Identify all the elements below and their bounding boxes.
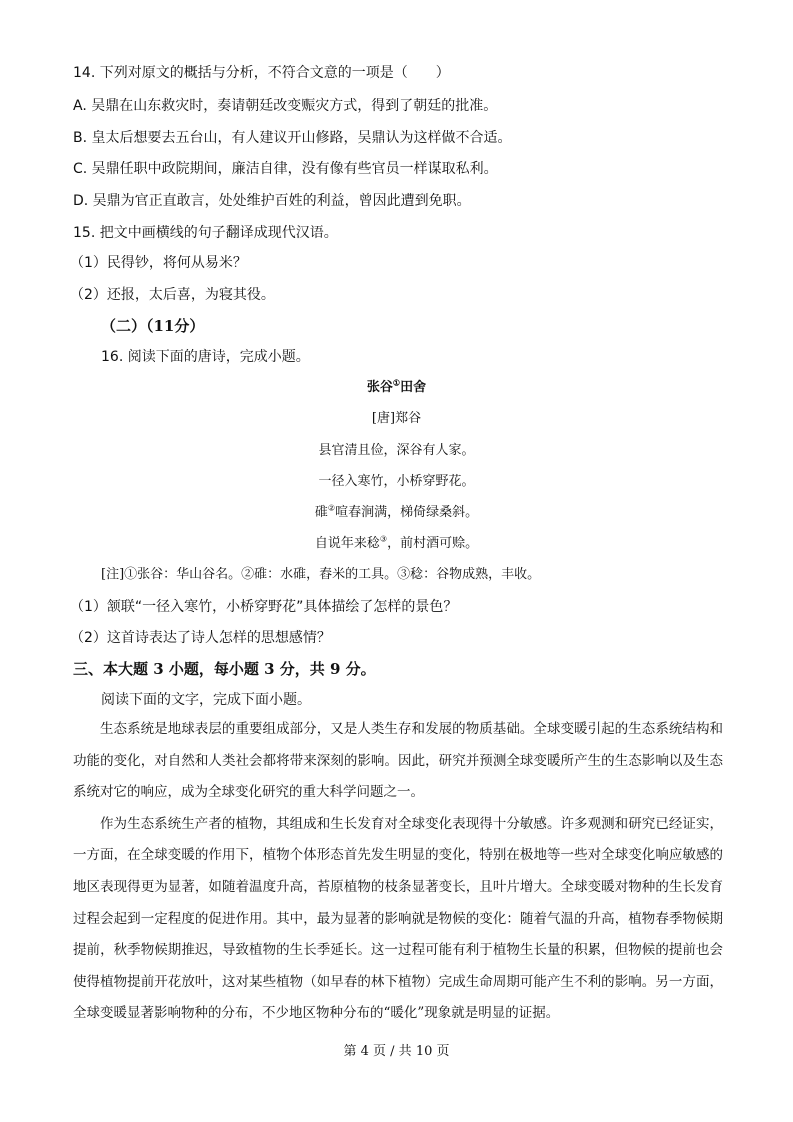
- q16-item-2: （2）这首诗表达了诗人怎样的思想感情？: [70, 630, 331, 646]
- q15-item-2: （2）还报，太后喜，为寝其役。: [70, 287, 275, 303]
- q14-option-b: B. 皇太后想要去五台山，有人建议开山修路，吴鼎认为这样做不合适。: [73, 130, 512, 146]
- q14-option-c: C. 吴鼎任职中政院期间，廉洁自律，没有像有些官员一样谋取私利。: [73, 161, 498, 177]
- page-footer: 第 4 页 / 共 10 页: [343, 1044, 450, 1059]
- poem-line-3: 碓②喧春涧满，梯倚绿桑斜。: [314, 503, 479, 520]
- passage-paragraph-1: 生态系统是地球表层的重要组成部分，又是人类生存和发展的物质基础。全球变暖引起的生态系统结构和功能的变化，对自然和人类社会都将带来深刻的影响。因此，研究并预测全球变暖所产生的生态影响以及生态系统对它的响应，成为全球变化研究的重大科学问题之一。: [73, 721, 723, 801]
- poem-line-1: 县官清且俭，深谷有人家。: [318, 443, 475, 458]
- poem-line-4: 自说年来稔③，前村酒可赊。: [314, 534, 479, 551]
- section3-instruction: 阅读下面的文字，完成下面小题。: [101, 692, 311, 708]
- q15-stem: 15. 把文中画横线的句子翻译成现代汉语。: [73, 225, 338, 241]
- passage-paragraph-2: 作为生态系统生产者的植物，其组成和生长发育对全球变化表现得十分敏感。许多观测和研究已经证实，一方面，在全球变暖的作用下，植物个体形态首先发生明显的变化，特别在极地等一些对全球变化响应敏感的地区表现得更为显著，如随着温度升高，苔原植物的枝条显著变长，且叶片增大。全球变暖对物种的生长发育过程会起到一定程度的促进作用。其中，最为显著的影响就是物候的变化：随着气温的升高，植物春季物候期提前，秋季物候期推迟，导致植物的生长季延长。这一过程可能有利于植物生长量的积累，但物候的提前也会使得植物提前开花放叶，这对某些植物（如早春的林下植物）完成生命周期可能产生不利的影响。另一方面，全球变暖显著影响物种的分布，不少地区物种分布的“暖化”现象就是明显的证据。: [73, 815, 723, 1022]
- q15-item-1: （1）民得钞，将何从易米？: [70, 255, 247, 271]
- section3-heading: 三、本大题 3 小题，每小题 3 分，共 9 分。: [73, 660, 376, 678]
- poem-note: [注]①张谷：华山谷名。②碓：水碓，舂米的工具。③稔：谷物成熟，丰收。: [101, 567, 541, 582]
- poem-line-2: 一径入寒竹，小桥穿野花。: [318, 474, 475, 489]
- q16-stem: 16. 阅读下面的唐诗，完成小题。: [101, 349, 310, 365]
- q16-item-1: （1）颔联“一径入寒竹，小桥穿野花”具体描绘了怎样的景色？: [70, 599, 458, 615]
- poem-title: 张谷①田舍: [366, 377, 427, 395]
- q14-stem: 14. 下列对原文的概括与分析，不符合文意的一项是（ ）: [73, 65, 450, 81]
- passage: [73, 714, 723, 1030]
- section2-heading: （二）（11分）: [101, 317, 205, 335]
- q14-option-d: D. 吴鼎为官正直敢言，处处维护百姓的利益，曾因此遭到免职。: [73, 193, 471, 209]
- poem-author: [唐]郑谷: [371, 411, 422, 426]
- q14-option-a: A. 吴鼎在山东救灾时，奏请朝廷改变赈灾方式，得到了朝廷的批准。: [73, 98, 498, 114]
